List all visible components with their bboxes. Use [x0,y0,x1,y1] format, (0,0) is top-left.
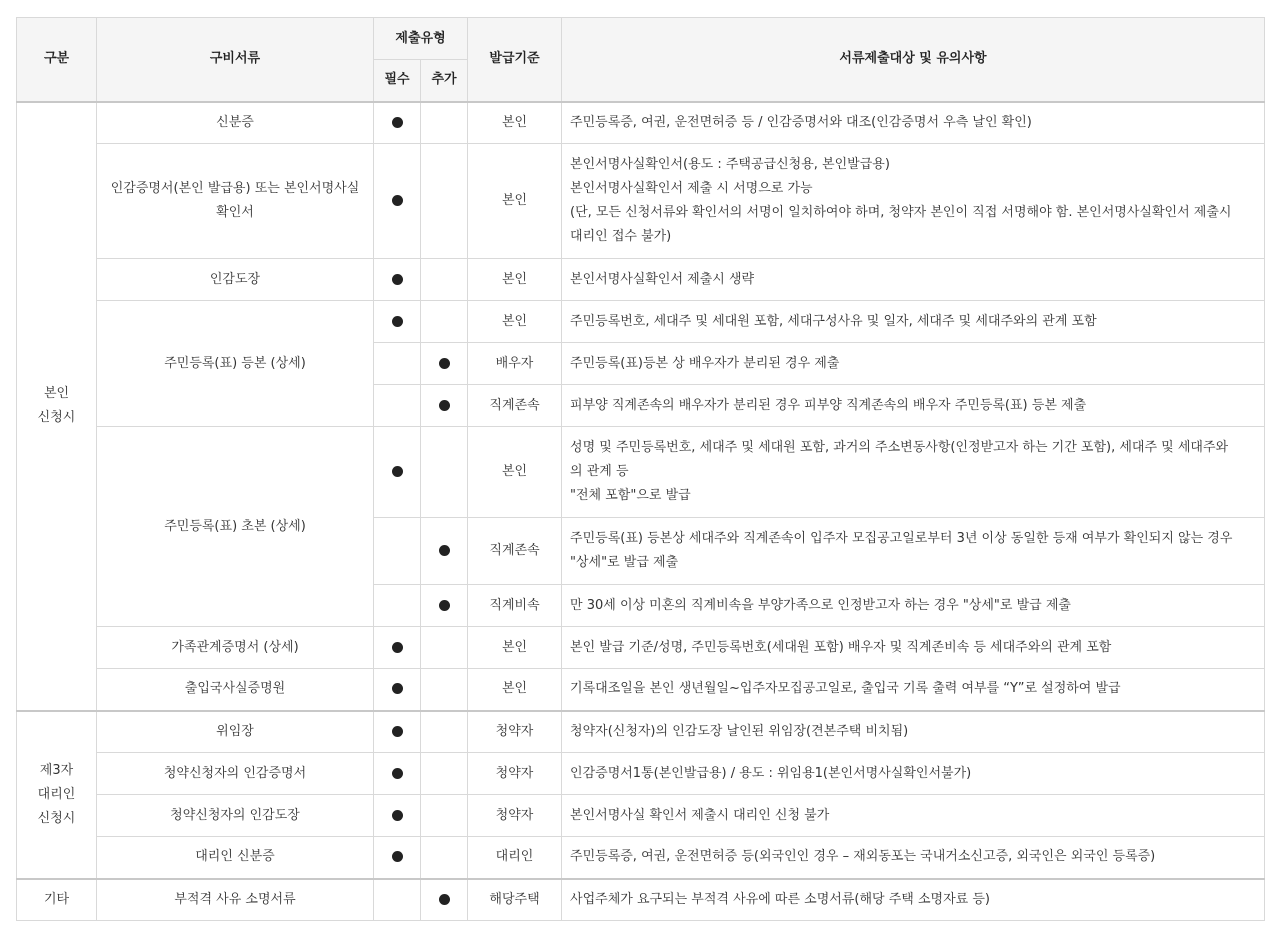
table-row [17,144,1265,259]
additional-dot-icon [439,358,450,369]
additional-dot-icon [439,600,450,611]
header-submission-type: 제출유형 [374,18,468,60]
required-cell [374,669,421,711]
group-etc [17,879,97,921]
issue-basis: 청약자 [468,795,562,837]
required-dot-icon [392,117,403,128]
group-label-line: 제3자 [39,762,74,778]
issue-basis: 본인 [468,427,562,518]
required-dot-icon [392,683,403,694]
required-cell [374,711,421,753]
required-cell [374,518,421,585]
required-dot-icon [392,768,403,779]
note: 인감증명서1통(본인발급용) / 용도 : 위임용1(본인서명사실확인서불가) [562,753,1265,795]
issue-basis: 청약자 [468,753,562,795]
group-label-line: 기타 [43,891,70,907]
table-row [17,669,1265,711]
group-self [17,102,97,711]
note: 본인서명사실확인서 제출시 생략 [562,259,1265,301]
required-dot-icon [392,274,403,285]
additional-cell [421,259,468,301]
issue-basis: 직계존속 [468,518,562,585]
note: 주민등록증, 여권, 운전면허증 등 / 인감증명서와 대조(인감증명서 우측 날인 확인) [562,102,1265,144]
note: 기록대조일을 본인 생년월일~입주자모집공고일로, 출입국 기록 출력 여부를 “Y”로 설정하여 발급 [562,669,1265,711]
required-dot-icon [392,466,403,477]
doc-name: 주민등록(표) 초본 (상세) [97,427,374,627]
doc-name-line: 확인서 [216,205,254,220]
required-cell [374,795,421,837]
note: 피부양 직계존속의 배우자가 분리된 경우 피부양 직계존속의 배우자 주민등록(표) 등본 제출 [562,385,1265,427]
required-dot-icon [392,195,403,206]
table-row [17,837,1265,879]
note: 주민등록번호, 세대주 및 세대원 포함, 세대구성사유 및 일자, 세대주 및 세대주와의 관계 포함 [562,301,1265,343]
table-header [17,18,1265,102]
note: 사업주체가 요구되는 부적격 사유에 따른 소명서류(해당 주택 소명자료 등) [562,879,1265,921]
group-label-line: 대리인 [37,786,76,802]
required-cell [374,102,421,144]
required-dot-icon [392,316,403,327]
issue-basis: 본인 [468,144,562,259]
required-cell [374,301,421,343]
table-row [17,879,1265,921]
doc-name: 주민등록(표) 등본 (상세) [97,301,374,427]
required-cell [374,144,421,259]
required-cell [374,627,421,669]
header-issue-basis: 발급기준 [468,18,562,102]
note-line: 대리인 접수 불가) [570,229,672,244]
additional-cell [421,837,468,879]
doc-name-line: 인감증명서(본인 발급용) 또는 본인서명사실 [110,181,360,196]
additional-cell [421,753,468,795]
note-line: 주민등록(표) 등본상 세대주와 직계존속이 입주자 모집공고일로부터 3년 이상 동일한 등재 여부가 확인되지 않는 경우 [570,531,1233,546]
note-line: 성명 및 주민등록번호, 세대주 및 세대원 포함, 과거의 주소변동사항(인정받고자 하는 기간 포함), 세대주 및 세대주와 [570,440,1229,455]
issue-basis: 본인 [468,669,562,711]
additional-cell [421,427,468,518]
header-documents: 구비서류 [97,18,374,102]
table-row [17,427,1265,518]
note [562,144,1265,259]
note: 본인 발급 기준/성명, 주민등록번호(세대원 포함) 배우자 및 직계존비속 등 세대주와의 관계 포함 [562,627,1265,669]
note: 본인서명사실 확인서 제출시 대리인 신청 불가 [562,795,1265,837]
doc-name [97,144,374,259]
additional-cell [421,102,468,144]
group-proxy [17,711,97,879]
group-label-line: 신청시 [37,810,76,826]
note: 만 30세 이상 미혼의 직계비속을 부양가족으로 인정받고자 하는 경우 "상세"로 발급 제출 [562,585,1265,627]
note-line: 본인서명사실확인서 제출 시 서명으로 가능 [570,181,813,196]
note: 주민등록(표)등본 상 배우자가 분리된 경우 제출 [562,343,1265,385]
table-row [17,102,1265,144]
header-category: 구분 [17,18,97,102]
issue-basis: 청약자 [468,711,562,753]
note [562,427,1265,518]
additional-dot-icon [439,545,450,556]
issue-basis: 직계비속 [468,585,562,627]
additional-cell [421,585,468,627]
required-cell [374,259,421,301]
issue-basis: 직계존속 [468,385,562,427]
additional-cell [421,627,468,669]
additional-cell [421,669,468,711]
doc-name: 인감도장 [97,259,374,301]
additional-cell [421,144,468,259]
doc-name: 대리인 신분증 [97,837,374,879]
required-dot-icon [392,726,403,737]
table-row [17,795,1265,837]
additional-dot-icon [439,894,450,905]
additional-cell [421,518,468,585]
issue-basis: 본인 [468,102,562,144]
issue-basis: 본인 [468,627,562,669]
note-line: "상세"로 발급 제출 [570,555,679,570]
required-cell [374,585,421,627]
table-row [17,259,1265,301]
required-dot-icon [392,642,403,653]
issue-basis: 본인 [468,259,562,301]
additional-cell [421,301,468,343]
note-line: 의 관계 등 [570,464,629,479]
issue-basis: 해당주택 [468,879,562,921]
doc-name: 청약신청자의 인감증명서 [97,753,374,795]
required-cell [374,385,421,427]
table-row [17,753,1265,795]
additional-cell [421,343,468,385]
note: 청약자(신청자)의 인감도장 날인된 위임장(견본주택 비치됨) [562,711,1265,753]
header-required: 필수 [374,60,421,102]
doc-name: 부적격 사유 소명서류 [97,879,374,921]
table-row [17,627,1265,669]
doc-name: 청약신청자의 인감도장 [97,795,374,837]
additional-cell [421,879,468,921]
table-row [17,301,1265,343]
note-line: 본인서명사실확인서(용도 : 주택공급신청용, 본인발급용) [570,157,890,172]
required-cell [374,837,421,879]
required-dot-icon [392,851,403,862]
required-dot-icon [392,810,403,821]
issue-basis: 배우자 [468,343,562,385]
note: 주민등록증, 여권, 운전면허증 등(외국인인 경우 – 재외동포는 국내거소신고증, 외국인은 외국인 등록증) [562,837,1265,879]
required-cell [374,879,421,921]
table-row [17,711,1265,753]
additional-cell [421,385,468,427]
doc-name: 위임장 [97,711,374,753]
issue-basis: 대리인 [468,837,562,879]
group-label-line: 본인 [43,386,70,401]
required-cell [374,427,421,518]
additional-dot-icon [439,400,450,411]
issue-basis: 본인 [468,301,562,343]
required-cell [374,343,421,385]
doc-name: 출입국사실증명원 [97,669,374,711]
note-line: "전체 포함"으로 발급 [570,488,691,503]
doc-name: 신분증 [97,102,374,144]
document-requirements-table [16,17,1265,921]
header-notes: 서류제출대상 및 유의사항 [562,18,1265,102]
additional-cell [421,795,468,837]
additional-cell [421,711,468,753]
note-line: (단, 모든 신청서류와 확인서의 서명이 일치하여야 하며, 청약자 본인이 직접 서명해야 함. 본인서명사실확인서 제출시 [570,205,1232,220]
note [562,518,1265,585]
group-label-line: 신청시 [37,410,76,425]
required-cell [374,753,421,795]
doc-name: 가족관계증명서 (상세) [97,627,374,669]
header-additional: 추가 [421,60,468,102]
